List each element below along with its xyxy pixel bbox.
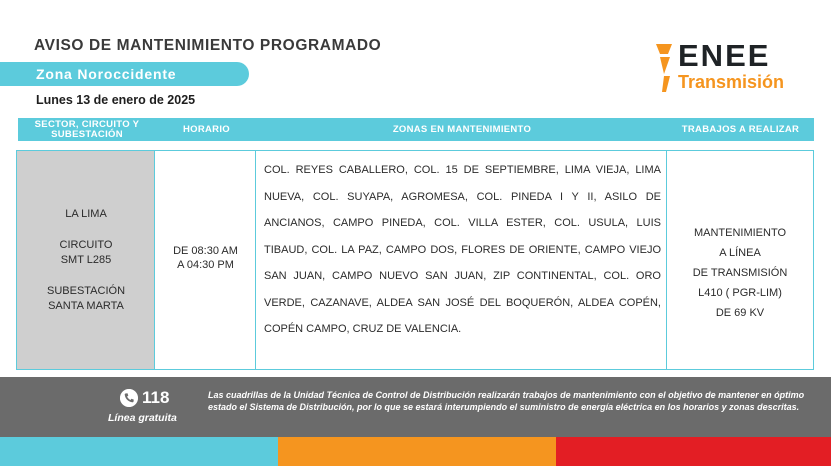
footer-notice-text: Las cuadrillas de la Unidad Técnica de Control de Distribución realizarán trabajos de mantenimiento con el objetivo de mantener en óptimo estado el Sistema de Distribución, por lo que se estará interumpiendo el suministro de energía eléctrica en los horarios y zonas descritas. [208,390,805,412]
page-title: AVISO DE MANTENIMIENTO PROGRAMADO [34,37,382,54]
table-row [16,150,814,370]
work-line: MANTENIMIENTO [693,227,787,239]
schedule-from: DE 08:30 AM [173,245,238,257]
work-line: A LÍNEA [719,247,761,259]
phone-number: 118 [142,388,170,407]
enee-logo-mark-icon [654,44,674,92]
table-header [18,118,814,141]
work-line: DE TRANSMISIÓN [692,267,788,279]
header-sector: SECTOR, CIRCUITO Y SUBESTACIÓN [34,118,140,140]
phone-label: Línea gratuita [108,412,177,424]
enee-logo [654,38,814,94]
sector-name: LA LIMA [65,208,107,220]
work-cell [667,151,813,369]
schedule-cell [155,151,256,369]
enee-logo-subtitle: Transmisión [678,72,785,92]
zone-band [0,62,249,86]
header-zones: ZONAS EN MANTENIMIENTO [392,123,532,135]
sector-cell [17,151,155,369]
header-work: TRABAJOS A REALIZAR [681,123,800,135]
circuit-value: SMT L285 [60,254,112,266]
color-strip-red [556,437,831,466]
work-line: DE 69 KV [715,307,765,319]
color-strip-orange [278,437,556,466]
schedule-to: A 04:30 PM [177,259,234,271]
zone-label: Zona Noroccidente [36,66,177,82]
zones-cell [256,151,667,369]
circuit-label: CIRCUITO [59,239,113,251]
header-schedule: HORARIO [183,123,230,135]
color-strip-cyan [0,437,278,466]
enee-logo-name: ENEE [678,38,771,73]
notice-date: Lunes 13 de enero de 2025 [36,93,196,107]
substation-value: SANTA MARTA [48,300,124,312]
free-phone-line[interactable] [120,389,190,409]
phone-icon [120,389,138,407]
substation-label: SUBESTACIÓN [46,285,126,297]
work-line: L410 ( PGR-LIM) [698,287,782,299]
zones-text: COL. REYES CABALLERO, COL. 15 DE SEPTIEMBRE, LIMA VIEJA, LIMA NUEVA, COL. SUYAPA, AGROMESA, COL. PINEDA I Y II, ASILO DE ANCIANOS, CAMPO PINEDA, COL. VILLA ESTER, COL. USULA, LUIS TIBAUD, COL. LA PAZ, CAMPO DOS, FLORES DE ORIENTE, CAMPO VIEJO SAN JUAN, CAMPO NUEVO SAN JUAN, ZIP CONTINENTAL, COL. ORO VERDE, CAZANAVE, ALDEA SAN JOSÉ DEL BOQUERÓN, ALDEA COPÉN, COPÉN CAMPO, CRUZ DE VALENCIA. [264,164,661,335]
